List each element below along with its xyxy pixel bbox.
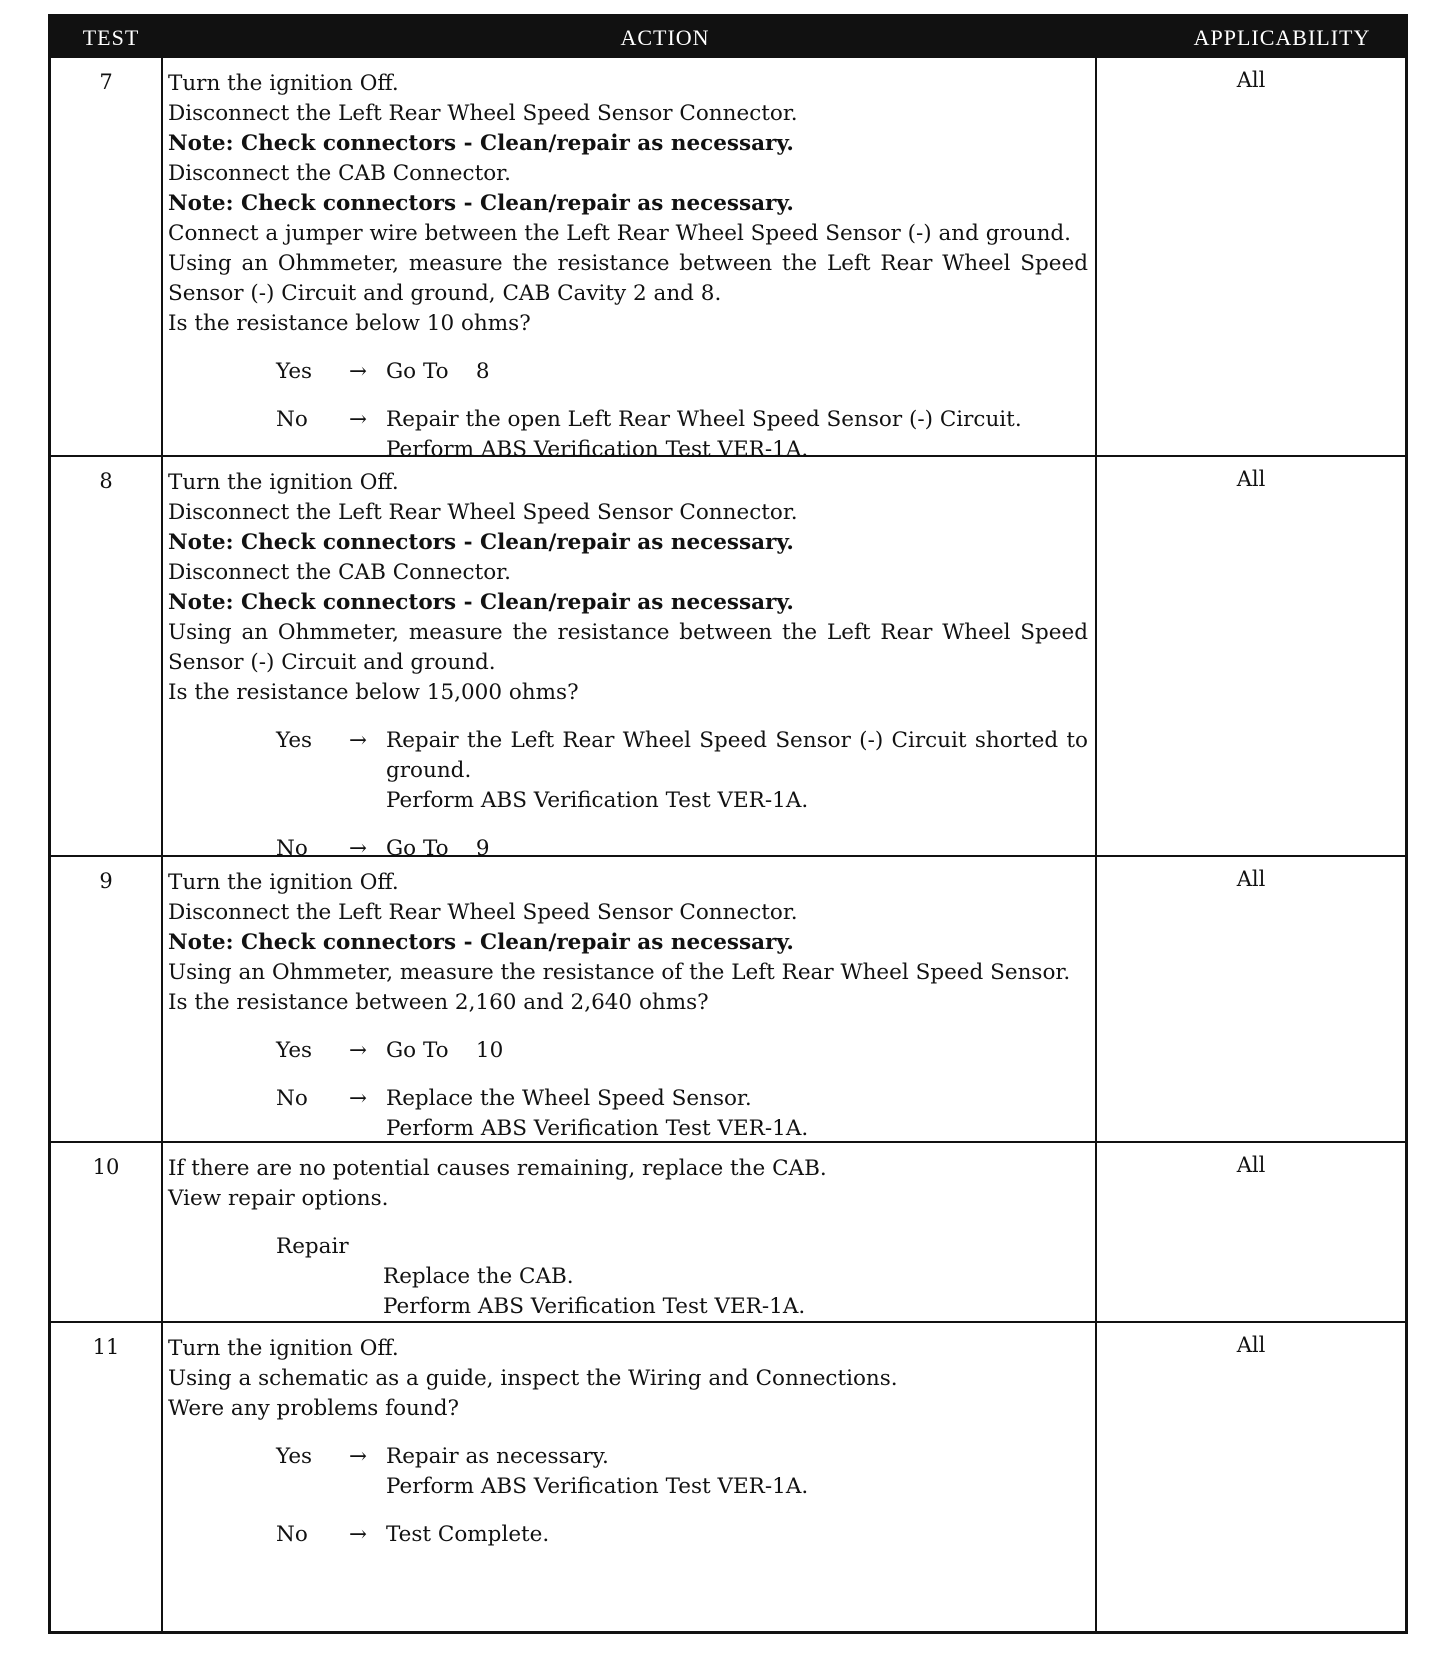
no-branch: [276, 405, 1088, 465]
applicability-value: All: [1236, 1153, 1266, 1177]
yes-branch: [276, 1036, 1088, 1066]
no-branch: [276, 1084, 1088, 1144]
action-note: Note: Check connectors - Clean/repair as necessary.: [168, 191, 794, 216]
header-test: TEST: [82, 25, 140, 50]
yes-action: Perform ABS Verification Test VER-1A.: [386, 788, 809, 813]
yes-action: Perform ABS Verification Test VER-1A.: [386, 1474, 809, 1499]
yes-branch: [276, 357, 1088, 387]
yes-label: Yes: [276, 728, 313, 753]
action-cell: [168, 69, 1088, 465]
action-cell: [168, 1334, 1088, 1550]
no-action: Repair the open Left Rear Wheel Speed Sensor (-) Circuit.: [386, 407, 1022, 432]
test-number: 9: [99, 869, 113, 893]
arrow-icon: →: [348, 407, 367, 432]
action-line: Sensor (-) Circuit and ground.: [168, 650, 496, 675]
yes-action: ground.: [386, 758, 472, 783]
action-line: Using an Ohmmeter, measure the resistance between the Left Rear Wheel Speed: [168, 620, 1088, 645]
action-note: Note: Check connectors - Clean/repair as necessary.: [168, 930, 794, 955]
action-line: Disconnect the Left Rear Wheel Speed Sensor Connector.: [168, 900, 798, 925]
yes-branch: [276, 726, 1088, 816]
action-line: Is the resistance between 2,160 and 2,640 ohms?: [168, 990, 709, 1015]
action-line: Disconnect the CAB Connector.: [168, 560, 511, 585]
no-action: Go To 9: [386, 836, 490, 861]
no-branch: [276, 1520, 1088, 1550]
arrow-icon: →: [348, 836, 367, 861]
arrow-icon: →: [348, 1038, 367, 1063]
action-line: Is the resistance below 15,000 ohms?: [168, 680, 579, 705]
yes-label: Yes: [276, 1444, 313, 1469]
action-line: Using a schematic as a guide, inspect the Wiring and Connections.: [168, 1366, 898, 1391]
action-line: Disconnect the Left Rear Wheel Speed Sensor Connector.: [168, 500, 798, 525]
table-row-test-11: [51, 1323, 1405, 1631]
header-action: ACTION: [620, 25, 710, 50]
arrow-icon: →: [348, 1086, 367, 1111]
test-number: 11: [92, 1335, 120, 1359]
table-header: [51, 17, 1405, 58]
no-label: No: [276, 1522, 308, 1547]
action-line: If there are no potential causes remaining, replace the CAB.: [168, 1156, 827, 1181]
no-action: Perform ABS Verification Test VER-1A.: [386, 1116, 809, 1141]
yes-label: Yes: [276, 359, 313, 384]
applicability-value: All: [1236, 467, 1266, 491]
action-cell: [168, 1154, 1088, 1322]
table-row-test-8: [51, 457, 1405, 861]
action-line: Connect a jumper wire between the Left Rear Wheel Speed Sensor (-) and ground.: [168, 221, 1072, 246]
yes-label: Yes: [276, 1038, 313, 1063]
repair-label: Repair: [276, 1234, 349, 1259]
yes-action: Repair as necessary.: [386, 1444, 609, 1469]
action-line: Disconnect the CAB Connector.: [168, 161, 511, 186]
action-line: View repair options.: [168, 1186, 389, 1211]
applicability-value: All: [1236, 867, 1266, 891]
test-number: 10: [92, 1155, 120, 1179]
arrow-icon: →: [348, 359, 367, 384]
action-line: Is the resistance below 10 ohms?: [168, 311, 531, 336]
no-label: No: [276, 1086, 308, 1111]
yes-action: Go To 8: [386, 359, 490, 384]
action-cell: [168, 868, 1088, 1144]
yes-action: Go To 10: [386, 1038, 504, 1063]
no-label: No: [276, 836, 308, 861]
action-line: Turn the ignition Off.: [168, 1336, 399, 1361]
action-line: Turn the ignition Off.: [168, 870, 399, 895]
action-note: Note: Check connectors - Clean/repair as necessary.: [168, 590, 794, 615]
action-line: Using an Ohmmeter, measure the resistance between the Left Rear Wheel Speed: [168, 251, 1088, 276]
action-line: Were any problems found?: [168, 1396, 460, 1421]
table-row-test-7: [51, 58, 1405, 462]
action-line: Disconnect the Left Rear Wheel Speed Sensor Connector.: [168, 101, 798, 126]
applicability-value: All: [1236, 68, 1266, 92]
arrow-icon: →: [348, 728, 367, 753]
yes-action: Repair the Left Rear Wheel Speed Sensor (-) Circuit shorted to: [386, 728, 1088, 753]
table-row-test-9: [51, 857, 1405, 1143]
action-line: Turn the ignition Off.: [168, 71, 399, 96]
action-line: Turn the ignition Off.: [168, 470, 399, 495]
action-line: Sensor (-) Circuit and ground, CAB Cavity 2 and 8.: [168, 281, 722, 306]
applicability-value: All: [1236, 1333, 1266, 1357]
arrow-icon: →: [348, 1522, 367, 1547]
table-row-test-10: [51, 1143, 1405, 1323]
repair-action: Replace the CAB.: [383, 1264, 574, 1289]
test-number: 7: [99, 70, 113, 94]
diagnostic-test-table: [48, 14, 1408, 1634]
no-action: Replace the Wheel Speed Sensor.: [386, 1086, 752, 1111]
action-line: Using an Ohmmeter, measure the resistance of the Left Rear Wheel Speed Sensor.: [168, 960, 1071, 985]
action-cell: [168, 468, 1088, 864]
yes-branch: [276, 1442, 1088, 1502]
arrow-icon: →: [348, 1444, 367, 1469]
action-note: Note: Check connectors - Clean/repair as necessary.: [168, 530, 794, 555]
action-note: Note: Check connectors - Clean/repair as necessary.: [168, 131, 794, 156]
repair-action: Perform ABS Verification Test VER-1A.: [383, 1294, 806, 1319]
no-action: Perform ABS Verification Test VER-1A.: [386, 437, 809, 462]
header-applicability: APPLICABILITY: [1193, 25, 1371, 50]
test-number: 8: [99, 469, 113, 493]
no-action: Test Complete.: [386, 1522, 550, 1547]
no-label: No: [276, 407, 308, 432]
